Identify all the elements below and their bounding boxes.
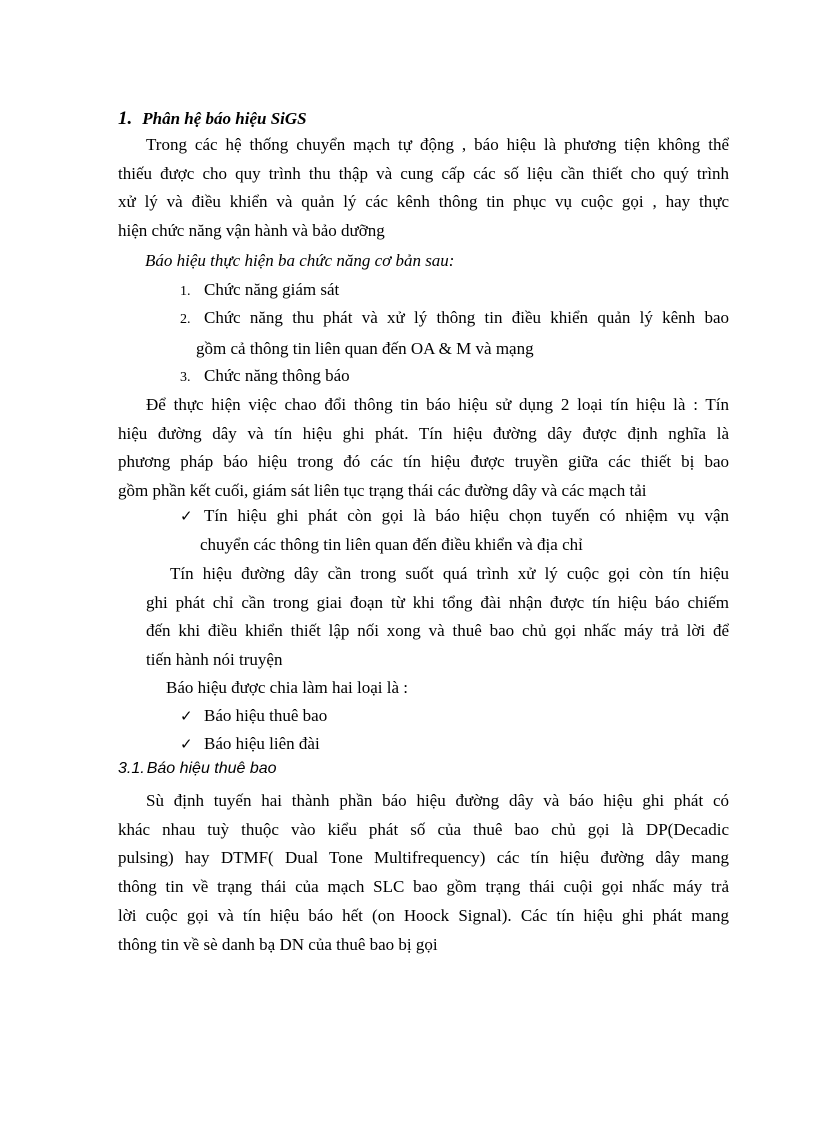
text-line: hiệu đường dây và tín hiệu ghi phát. Tín hiệu đường dây được định nghĩa là (118, 423, 729, 443)
section-title: Phân hệ báo hiệu SiGS (142, 109, 307, 128)
text-line: xử lý và điều khiển và quản lý các kênh thông tin phục vụ cuộc gọi , hay thực (118, 192, 729, 212)
check-icon: ✓ (180, 707, 193, 725)
text-line: phương pháp báo hiệu trong đó các tín hiệu được truyền giữa các thiết bị bao (118, 452, 729, 472)
subsection-number: 3.1. (118, 760, 145, 777)
list-text: Chức năng thông báo (204, 366, 350, 385)
list-text: Báo hiệu thuê bao (204, 706, 328, 725)
text-line: khác nhau tuỳ thuộc vào kiểu phát số của thuê bao chủ gọi là DP(Decadic (118, 819, 729, 839)
list-number: 1. (180, 284, 191, 299)
list-item (180, 362, 729, 393)
check-list-item (180, 730, 320, 759)
check-list-item (180, 702, 327, 731)
check-icon: ✓ (180, 507, 193, 525)
text-line: hiện chức năng vận hành và bảo dưỡng (118, 221, 385, 241)
list-text: Chức năng thu phát và xử lý thông tin điều khiển quản lý kênh bao (204, 308, 729, 327)
subscriber-paragraph (118, 787, 729, 959)
check-list-item (180, 502, 729, 559)
signal-paragraph (118, 391, 729, 506)
list-text: gồm cả thông tin liên quan đến OA & M và mạng (196, 338, 534, 358)
text-line: lời cuộc gọi và tín hiệu báo hết (on Hoock Signal). Các tín hiệu ghi phát mang (118, 905, 729, 925)
list-number: 2. (180, 312, 191, 327)
functions-intro: Báo hiệu thực hiện ba chức năng cơ bản sau: (145, 251, 455, 270)
text-line: Để thực hiện việc chao đổi thông tin báo hiệu sử dụng 2 loại tín hiệu là : Tín (146, 395, 729, 414)
text-line: thông tin về trạng thái của mạch SLC bao gồm trạng thái cuội gọi nhấc máy trả (118, 877, 729, 897)
subsection-title: Báo hiệu thuê bao (146, 760, 277, 777)
section-number: 1. (118, 108, 133, 129)
text-line: tiến hành nói truyện (146, 650, 283, 670)
list-text: Tín hiệu ghi phát còn gọi là báo hiệu chọn tuyến có nhiệm vụ vận (204, 506, 729, 525)
list-item (180, 276, 729, 307)
text-line: Tín hiệu đường dây cần trong suốt quá trình xử lý cuộc gọi còn tín hiệu (170, 564, 729, 583)
types-intro: Báo hiệu được chia làm hai loại là : (166, 678, 408, 697)
list-item (180, 304, 729, 363)
text-line: đến khi điều khiển thiết lập nối xong và thuê bao chủ gọi nhấc máy trả lời để (146, 621, 729, 641)
text-line: ghi phát chỉ cần trong giai đoạn từ khi tổng đài nhận được tín hiệu báo chiếm (146, 592, 729, 612)
list-text: Báo hiệu liên đài (204, 734, 320, 753)
list-number: 3. (180, 370, 191, 385)
list-text: chuyển các thông tin liên quan đến điều khiển và địa chỉ (200, 534, 583, 554)
text-line: thông tin về sè danh bạ DN của thuê bao bị gọi (118, 934, 438, 954)
subsection-heading (118, 760, 277, 778)
check-icon: ✓ (180, 735, 193, 753)
text-line: Trong các hệ thống chuyển mạch tự động , báo hiệu là phương tiện không thể (146, 135, 729, 154)
intro-paragraph (118, 131, 729, 246)
text-line: pulsing) hay DTMF( Dual Tone Multifrequency) các tín hiệu đường dây mang (118, 848, 729, 868)
text-line: Sù định tuyến hai thành phần báo hiệu đường dây và báo hiệu ghi phát có (146, 791, 729, 810)
section-heading (118, 108, 307, 130)
list-text: Chức năng giám sát (204, 280, 340, 299)
text-line: thiếu được cho quy trình thu thập và cung cấp các số liệu cần thiết cho quý trình (118, 163, 729, 183)
line-signal-paragraph (146, 560, 729, 675)
text-line: gồm phần kết cuối, giám sát liên tục trạng thái các đường dây và các mạch tải (118, 481, 647, 501)
